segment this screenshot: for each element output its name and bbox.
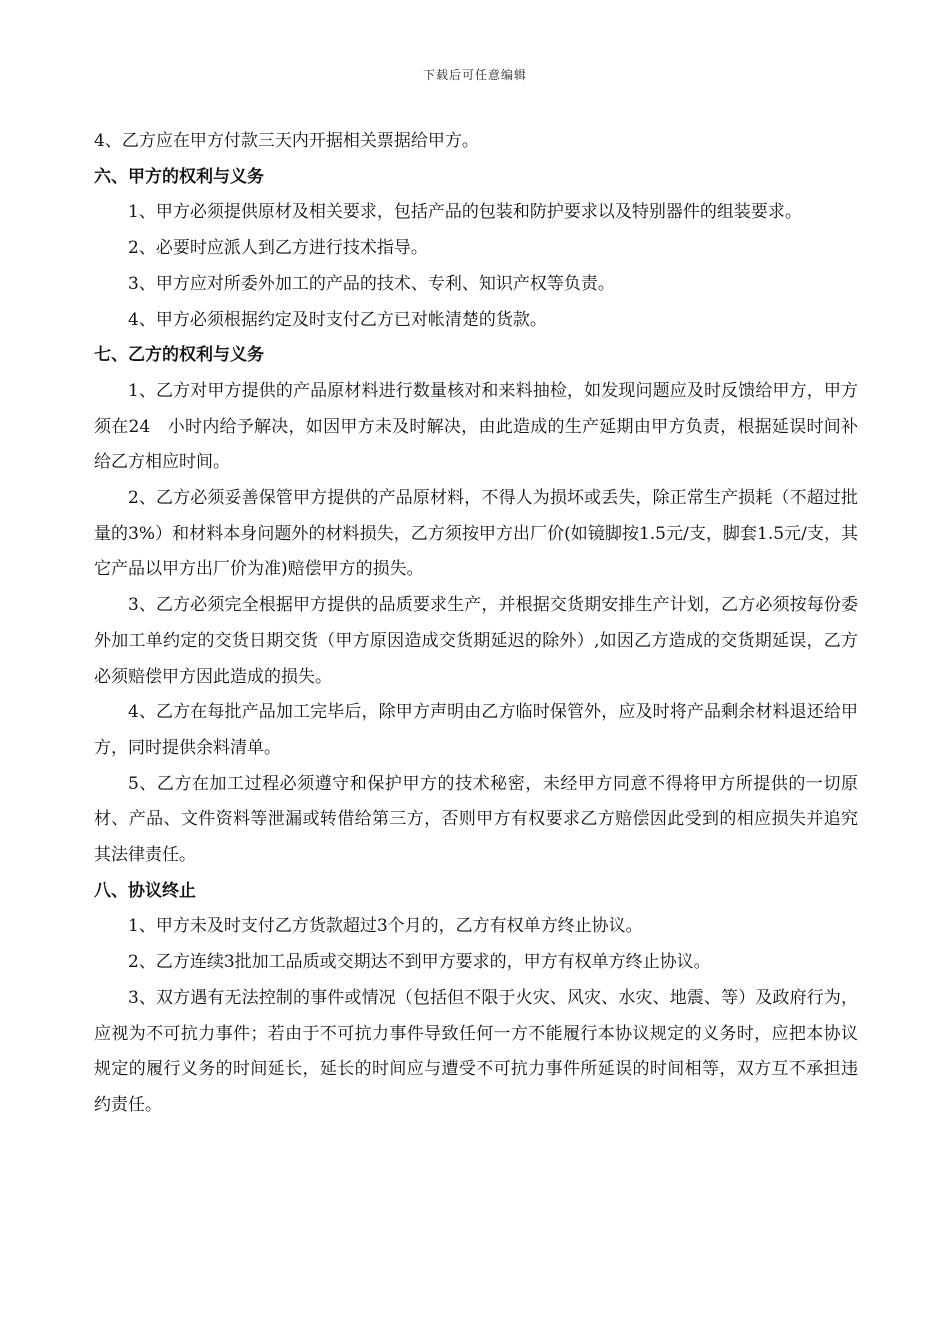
clause-6-2: 2、必要时应派人到乙方进行技术指导。 — [128, 238, 428, 259]
clause-6-1: 1、甲方必须提供原材及相关要求，包括产品的包装和防护要求以及特别器件的组装要求。 — [128, 202, 802, 223]
clause-8-1: 1、甲方未及时支付乙方货款超过3个月的，乙方有权单方终止协议。 — [128, 916, 643, 937]
section-heading-termination: 八、协议终止 — [94, 880, 196, 901]
document-body — [94, 124, 858, 1124]
clause-7-1: 1、乙方对甲方提供的产品原材料进行数量核对和来料抽检，如发现问题应及时反馈给甲方，甲方须在24 小时内给予解决，如因甲方未及时解决，由此造成的生产延期由甲方负责，根据延误时间补给乙方相应时间。 — [94, 380, 858, 473]
clause-7-2: 2、乙方必须妥善保管甲方提供的产品原材料，不得人为损坏或丢失，除正常生产损耗（不超过批量的3%）和材料本身问题外的材料损失，乙方须按甲方出厂价(如镜脚按1.5元/支，脚套1.5元/支，其它产品以甲方出厂价为准)赔偿甲方的损失。 — [94, 488, 858, 580]
section-heading-party-a-rights: 六、甲方的权利与义务 — [94, 166, 264, 187]
clause-7-4: 4、乙方在每批产品加工完毕后，除甲方声明由乙方临时保管外，应及时将产品剩余材料退还给甲方，同时提供余料清单。 — [94, 702, 858, 758]
paragraph-payment-invoice: 4、乙方应在甲方付款三天内开据相关票据给甲方。 — [94, 131, 479, 151]
clause-6-3: 3、甲方应对所委外加工的产品的技术、专利、知识产权等负责。 — [128, 273, 615, 294]
clause-7-5: 5、乙方在加工过程必须遵守和保护甲方的技术秘密，未经甲方同意不得将甲方所提供的一切原材、产品、文件资料等泄漏或转借给第三方，否则甲方有权要求乙方赔偿因此受到的相应损失并追究其法律责任。 — [94, 773, 858, 866]
clause-6-4: 4、甲方必须根据约定及时支付乙方已对帐清楚的货款。 — [128, 309, 547, 330]
page-header-note: 下载后可任意编辑 — [422, 68, 527, 82]
clause-8-3: 3、双方遇有无法控制的事件或情况（包括但不限于火灾、风灾、水灾、地震、等）及政府行为，应视为不可抗力事件；若由于不可抗力事件导致任何一方不能履行本协议规定的义务时，应把本协议规定的履行义务的时间延长，延长的时间应与遭受不可抗力事件所延误的时间相等，双方互不承担违约责任。 — [94, 987, 858, 1115]
section-heading-party-b-rights: 七、乙方的权利与义务 — [94, 345, 264, 366]
clause-8-2: 2、乙方连续3批加工品质或交期达不到甲方要求的，甲方有权单方终止协议。 — [128, 952, 711, 973]
clause-7-3: 3、乙方必须完全根据甲方提供的品质要求生产，并根据交货期安排生产计划，乙方必须按每份委外加工单约定的交货日期交货（甲方原因造成交货期延迟的除外）,如因乙方造成的交货期延误，乙方必须赔偿甲方因此造成的损失。 — [94, 595, 858, 687]
